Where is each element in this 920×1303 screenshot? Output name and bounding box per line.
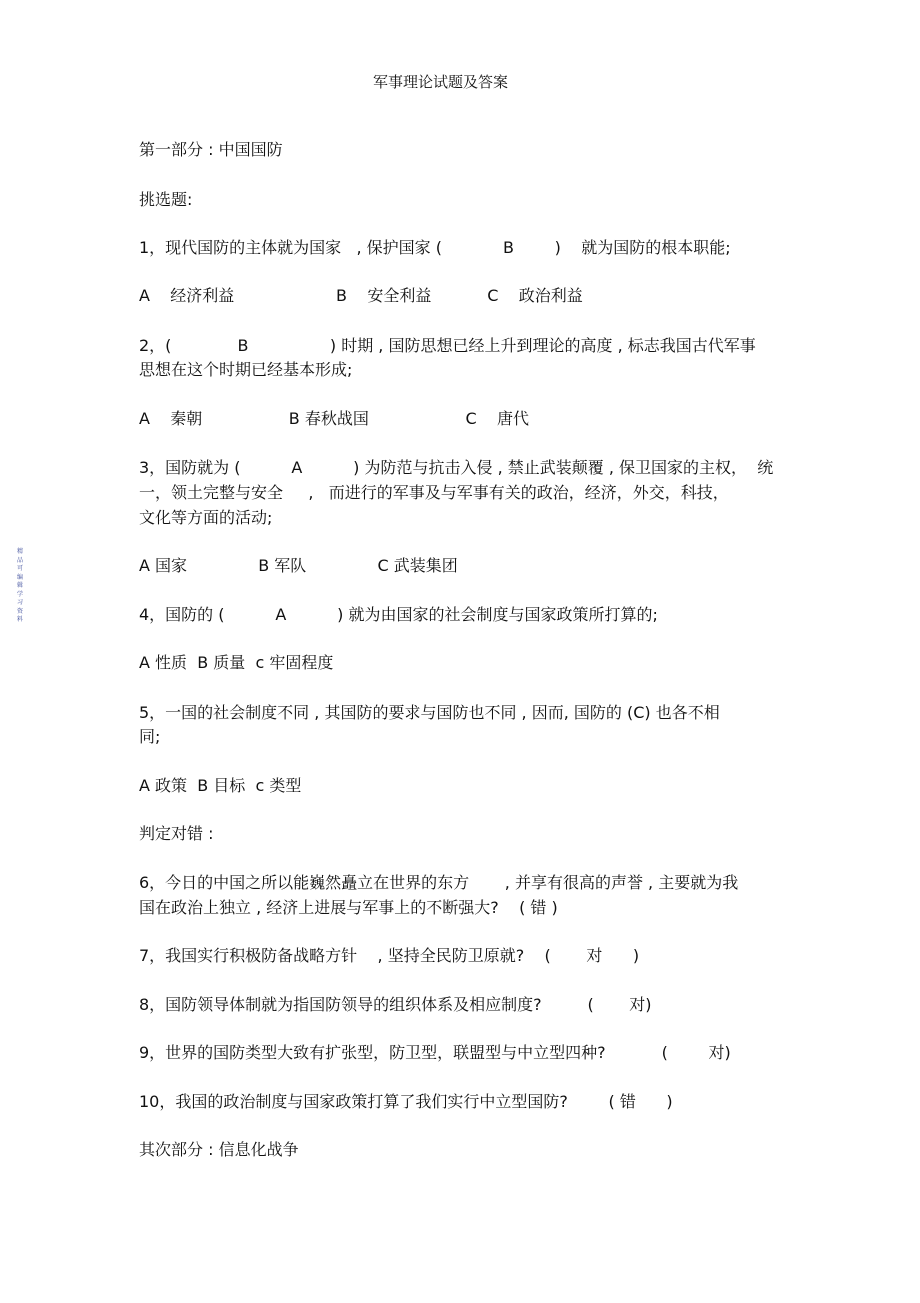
question-5-line-1: 5，一国的社会制度不同 , 其国防的要求与国防也不同 , 因而, 国防的 (C) 也各不相 bbox=[139, 703, 720, 722]
document-title: 军事理论试题及答案 bbox=[373, 73, 509, 91]
question-1: 1，现代国防的主体就为国家 , 保护国家 ( B ) 就为国防的根本职能; bbox=[139, 238, 731, 257]
question-3-line-3: 文化等方面的活动; bbox=[139, 508, 273, 527]
question-6-line-1: 6，今日的中国之所以能巍然矗立在世界的东方 , 并享有很高的声誉 , 主要就为我 bbox=[139, 873, 739, 892]
question-2-options: A 秦朝 B 春秋战国 C 唐代 bbox=[139, 409, 529, 428]
part1-heading: 第一部分 : 中国国防 bbox=[139, 140, 283, 159]
question-1-options: A 经济利益 B 安全利益 C 政治利益 bbox=[139, 286, 583, 305]
question-6-line-2: 国在政治上独立 , 经济上进展与军事上的不断强大? ( 错 ) bbox=[139, 898, 558, 917]
question-7: 7，我国实行积极防备战略方针 , 坚持全民防卫原就? ( 对 ) bbox=[139, 946, 640, 965]
choice-section-heading: 挑选题: bbox=[139, 190, 193, 209]
question-10: 10，我国的政治制度与国家政策打算了我们实行中立型国防? ( 错 ) bbox=[139, 1092, 673, 1111]
question-3-options: A 国家 B 军队 C 武装集团 bbox=[139, 556, 458, 575]
question-2-line-1: 2，( B ) 时期 , 国防思想已经上升到理论的高度 , 标志我国古代军事 bbox=[139, 336, 756, 355]
side-watermark-note: 精品可编辑学习资料 bbox=[16, 548, 23, 623]
question-3-line-2: 一，领土完整与安全 , 而进行的军事及与军事有关的政治，经济，外交，科技， bbox=[139, 483, 729, 502]
part2-heading: 其次部分 : 信息化战争 bbox=[139, 1140, 299, 1159]
question-4: 4，国防的 ( A ) 就为由国家的社会制度与国家政策所打算的; bbox=[139, 605, 658, 624]
question-5-options: A 政策 B 目标 c 类型 bbox=[139, 776, 302, 795]
question-8: 8，国防领导体制就为指国防领导的组织体系及相应制度? ( 对) bbox=[139, 995, 652, 1014]
question-5-line-2: 同; bbox=[139, 727, 161, 746]
question-4-options: A 性质 B 质量 c 牢固程度 bbox=[139, 653, 334, 672]
question-2-line-2: 思想在这个时期已经基本形成; bbox=[139, 360, 353, 379]
question-9: 9，世界的国防类型大致有扩张型，防卫型，联盟型与中立型四种? ( 对) bbox=[139, 1043, 731, 1062]
question-3-line-1: 3，国防就为 ( A ) 为防范与抗击入侵 , 禁止武装颠覆 , 保卫国家的主权， 统 bbox=[139, 458, 774, 477]
true-false-section-heading: 判定对错 : bbox=[139, 824, 214, 843]
